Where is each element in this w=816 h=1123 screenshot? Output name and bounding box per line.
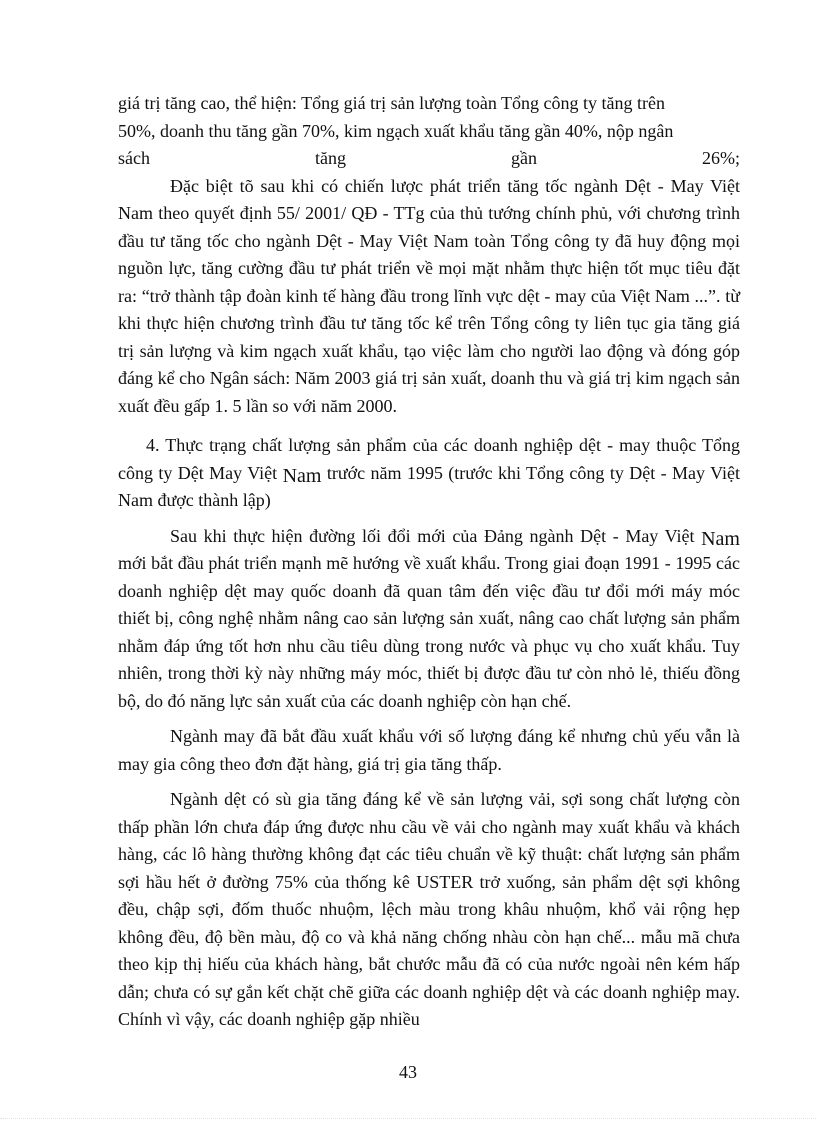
document-page (118, 90, 740, 1034)
paragraph-continuation (118, 90, 740, 145)
section-heading-4 (118, 432, 740, 515)
paragraph-reform-period-after: mới bắt đầu phát triển mạnh mẽ hướng về xuất khẩu. Trong giai đoạn 1991 - 1995 các doanh nghiệp dệt may quốc doanh đã quan tâm đến việc đầu tư đổi mới máy móc thiết bị, công nghệ nhằm nâng cao sản lượng sản xuất, nâng cao chất lượng sản phẩm nhằm đáp ứng tốt hơn nhu cầu tiêu dùng trong nước và phục vụ cho xuất khẩu. Tuy nhiên, trong thời kỳ này những máy móc, thiết bị được đầu tư còn nhỏ lẻ, thiếu đồng bộ, do đó năng lực sản xuất của các doanh nghiệp còn hạn chế. (118, 553, 740, 711)
section-heading-4-nam: Nam (282, 464, 322, 487)
section-heading-4-after: trước năm 1995 (trước khi Tổng công ty Dệt - May Việt Nam được thành lập) (118, 462, 740, 510)
paragraph-continuation-last-line (118, 145, 740, 173)
section-heading-4-before: 4. Thực trạng chất lượng sản phẩm của các doanh nghiệp dệt - may thuộc Tổng công ty Dệt May Việt (118, 435, 740, 483)
paragraph-continuation-line-1: giá trị tăng cao, thể hiện: Tổng giá trị sản lượng toàn Tổng công ty tăng trên (118, 93, 665, 113)
word-tang: tăng (314, 148, 346, 168)
paragraph-development-strategy: Đặc biệt tõ sau khi có chiến lược phát triển tăng tốc ngành Dệt - May Việt Nam theo quyết định 55/ 2001/ QĐ - TTg của thủ tướng chính phủ, với chương trình đầu tư tăng tốc cho ngành Dệt - May Việt Nam toàn Tổng công ty đã huy động mọi nguồn lực, tăng cường đầu tư phát triển về mọi mặt nhằm thực hiện tốt mục tiêu đặt ra: “trở thành tập đoàn kinh tế hàng đầu trong lĩnh vực dệt - may của Việt Nam ...”. từ khi thực hiện chương trình đầu tư tăng tốc kể trên Tổng công ty liên tục gia tăng giá trị sản lượng và kim ngạch xuất khẩu, tạo việc làm cho người lao động và đóng góp đáng kể cho Ngân sách: Năm 2003 giá trị sản xuất, doanh thu và giá trị kim ngạch sản xuất đều gấp 1. 5 lần so với năm 2000. (118, 175, 740, 416)
paragraph-reform-period (118, 523, 740, 716)
paragraph-continuation-line-2: 50%, doanh thu tăng gần 70%, kim ngạch xuất khẩu tăng gần 40%, nộp ngân (118, 120, 674, 141)
paragraph-reform-period-nam: Nam (701, 527, 740, 550)
paragraph-textile-quality: Ngành dệt có sù gia tăng đáng kể về sản lượng vải, sợi song chất lượng còn thấp phần lớn chưa đáp ứng được nhu cầu về vải cho ngành may xuất khẩu và khách hàng, các lô hàng thường không đạt các tiêu chuẩn về kỹ thuật: chất lượng sản phẩm sợi hầu hết ở đường 75% của thống kê USTER trở xuống, sản phẩm dệt sợi không đều, chập sợi, đốm thuốc nhuộm, lệch màu trong khâu nhuộm, khổ vải rộng hẹp không đều, độ bền màu, độ co và khả năng chống nhàu còn hạn chế... mẫu mã chưa theo kịp thị hiếu của khách hàng, bắt chước mẫu đã có của nước ngoài nên kém hấp dẫn; chưa có sự gắn kết chặt chẽ giữa các doanh nghiệp dệt và các doanh nghiệp may. Chính vì vậy, các doanh nghiệp gặp nhiều (118, 789, 740, 1029)
word-percent: 26%; (701, 148, 740, 168)
paragraph-reform-period-before: Sau khi thực hiện đường lối đổi mới của Đảng ngành Dệt - May Việt (170, 525, 702, 546)
paragraph-garment-export: Ngành may đã bắt đầu xuất khẩu với số lượng đáng kể nhưng chủ yếu vẫn là may gia công theo đơn đặt hàng, giá trị gia tăng thấp. (118, 726, 740, 774)
word-sach: sách (118, 148, 150, 168)
word-gan: gần (510, 148, 537, 168)
page-number: 43 (399, 1062, 417, 1082)
footer-divider (0, 1118, 816, 1120)
